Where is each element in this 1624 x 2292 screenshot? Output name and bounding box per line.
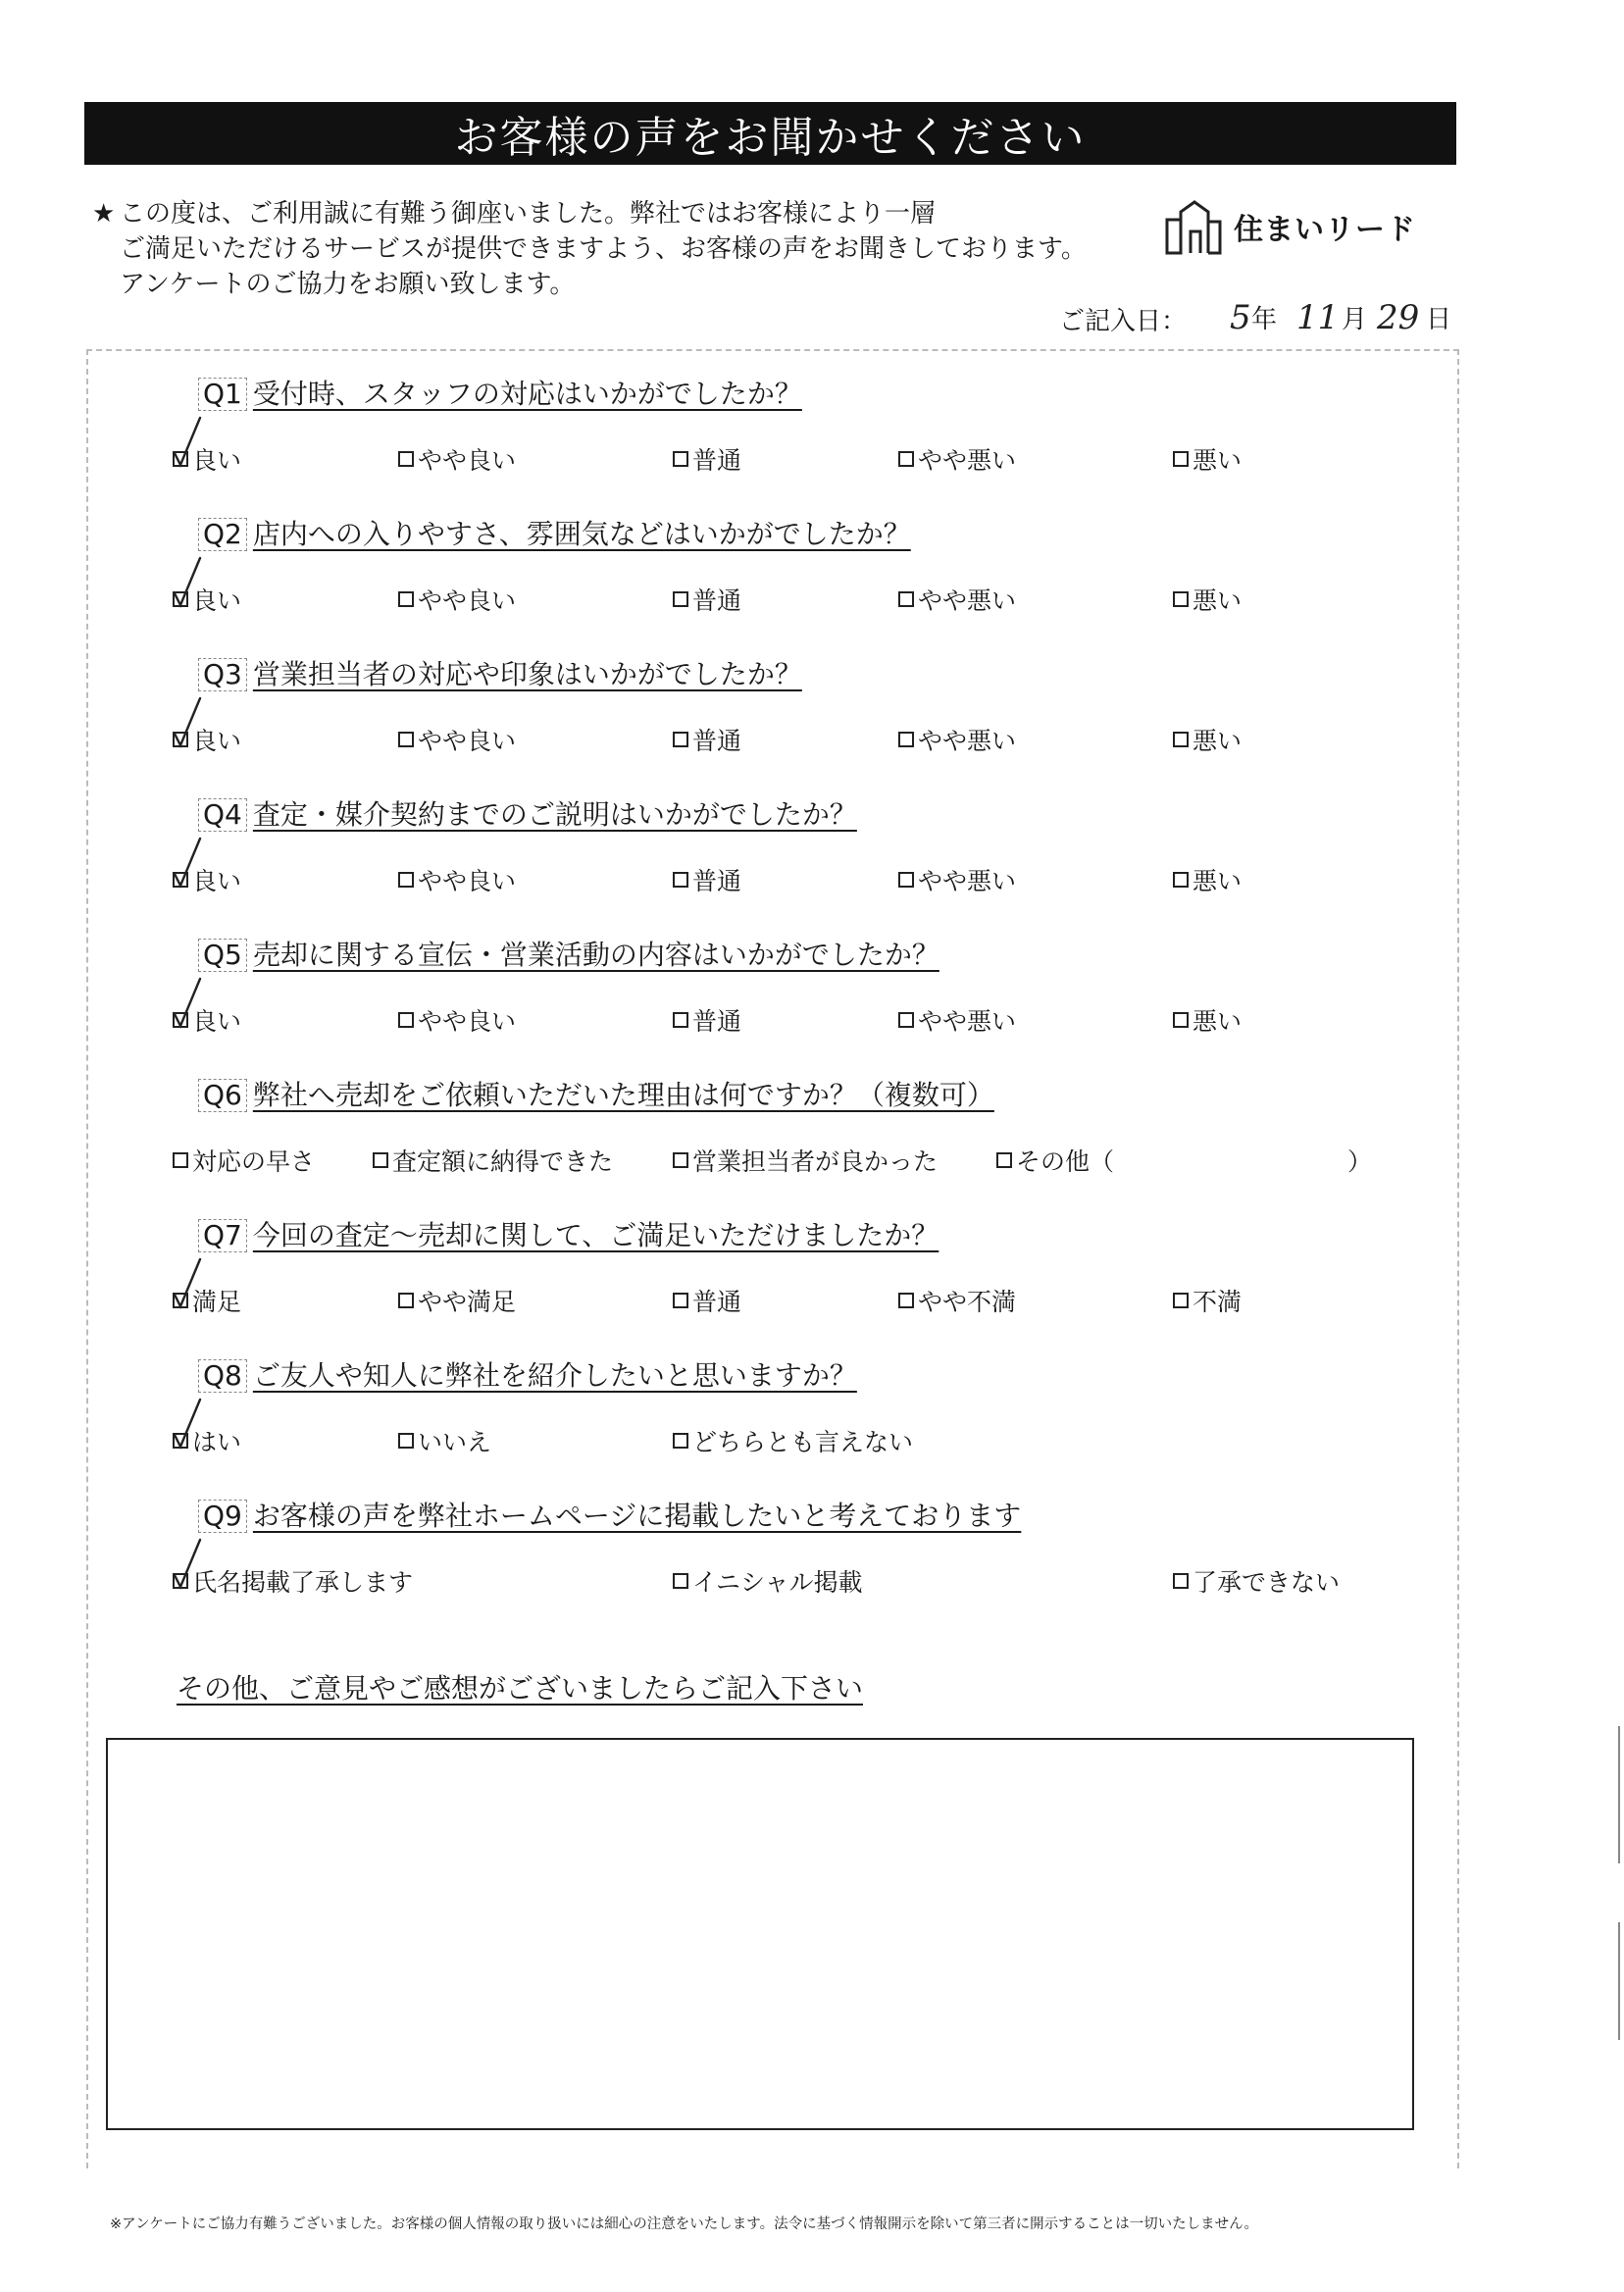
checkbox-square-icon[interactable] [673, 1152, 688, 1168]
answer-option[interactable] [673, 722, 741, 757]
answer-option-label: やや不満 [918, 1288, 1017, 1316]
answer-option[interactable] [398, 1423, 491, 1458]
answer-option[interactable] [398, 1002, 516, 1038]
checkbox-square-icon[interactable] [173, 1012, 188, 1028]
checkbox-square-icon[interactable] [173, 1573, 188, 1589]
checkbox-square-icon[interactable] [1173, 451, 1189, 467]
answer-option[interactable] [898, 441, 1016, 477]
scan-edge-mark [1618, 1726, 1620, 1863]
answer-option-label: 営業担当者が良かった [692, 1147, 939, 1176]
date-day-unit: 日 [1426, 305, 1452, 334]
answer-option-label: 良い [192, 586, 242, 615]
answer-option-label: はい [192, 1428, 242, 1456]
checkbox-square-icon[interactable] [898, 872, 914, 888]
answer-option-label: やや良い [418, 867, 517, 895]
answer-option[interactable] [1173, 1283, 1242, 1318]
answer-option-label: 悪い [1193, 1007, 1243, 1036]
question-text: 弊社へ売却をご依頼いただいた理由は何ですか？（複数可） [252, 1079, 994, 1111]
answer-option[interactable] [1173, 862, 1242, 897]
company-name: 住まいリード [1234, 213, 1416, 247]
answer-option-label: 普通 [692, 586, 742, 615]
checkbox-square-icon[interactable] [898, 1293, 914, 1308]
answer-option[interactable] [673, 1283, 741, 1318]
date-year-unit: 年 [1251, 305, 1278, 334]
answer-option[interactable] [398, 722, 516, 757]
answer-option-label: 悪い [1193, 586, 1243, 615]
checkbox-square-icon[interactable] [898, 1012, 914, 1028]
star-icon: ★ [92, 199, 116, 229]
answer-option[interactable] [1173, 441, 1242, 477]
answer-option[interactable] [173, 1563, 413, 1599]
answer-option-label: 査定額に納得できた [392, 1147, 614, 1176]
intro-line-2: ご満足いただけるサービスが提供できますよう、お客様の声をお聞きしております。 [120, 234, 1087, 264]
answer-option[interactable] [398, 862, 516, 897]
question-number: Q8 [198, 1359, 247, 1393]
answer-options [88, 1002, 1457, 1042]
answer-option-label: 良い [192, 867, 242, 895]
answer-option[interactable] [1173, 582, 1242, 617]
checkbox-square-icon[interactable] [898, 451, 914, 467]
answer-option[interactable] [398, 1283, 516, 1318]
answer-option[interactable] [673, 1563, 863, 1599]
entry-date-label: ご記入日： [1059, 307, 1188, 336]
scan-edge-mark [1618, 1922, 1620, 2040]
question-text: 営業担当者の対応や印象はいかがでしたか？ [252, 658, 802, 690]
checkbox-square-icon[interactable] [1173, 1293, 1189, 1308]
date-month-value: 11 [1296, 298, 1340, 337]
answer-option-label: 普通 [692, 727, 742, 755]
question-title [198, 1495, 1021, 1534]
checkbox-square-icon[interactable] [1173, 591, 1189, 607]
answer-option[interactable] [673, 1143, 938, 1178]
answer-option[interactable] [173, 441, 241, 477]
answer-options [88, 1563, 1457, 1603]
answer-options [88, 441, 1457, 481]
question-number: Q1 [198, 378, 247, 411]
question-title [198, 793, 857, 833]
checkbox-square-icon[interactable] [398, 1012, 414, 1028]
answer-option[interactable] [673, 1002, 741, 1038]
checkbox-square-icon[interactable] [898, 591, 914, 607]
other-reason-closing-paren: ） [1347, 1147, 1373, 1176]
question-text: 今回の査定～売却に関して、ご満足いただけましたか？ [252, 1219, 939, 1251]
answer-option[interactable] [673, 862, 741, 897]
answer-option[interactable] [898, 862, 1016, 897]
answer-option[interactable] [673, 441, 741, 477]
question-number: Q7 [198, 1219, 247, 1252]
checkbox-square-icon[interactable] [898, 732, 914, 747]
checkbox-square-icon[interactable] [398, 872, 414, 888]
checkbox-square-icon[interactable] [673, 1293, 688, 1308]
intro-line-3: アンケートのご協力をお願い致します。 [120, 270, 576, 299]
answer-option-label: 悪い [1193, 446, 1243, 475]
answer-options [88, 862, 1457, 901]
question-text: お客様の声を弊社ホームページに掲載したいと考えております [252, 1500, 1022, 1532]
checkbox-square-icon[interactable] [673, 872, 688, 888]
answer-option[interactable] [673, 582, 741, 617]
answer-option[interactable] [373, 1143, 613, 1178]
checkbox-square-icon[interactable] [673, 732, 688, 747]
checkbox-square-icon[interactable] [398, 591, 414, 607]
question-number: Q4 [198, 798, 247, 832]
question-number: Q9 [198, 1500, 247, 1533]
entry-date[interactable] [1059, 298, 1456, 337]
house-outline-icon [1165, 198, 1222, 255]
answer-option-label: どちらとも言えない [692, 1428, 914, 1456]
checkbox-square-icon[interactable] [373, 1152, 388, 1168]
answer-option-label: 氏名掲載了承します [192, 1568, 414, 1597]
checkbox-square-icon[interactable] [996, 1152, 1012, 1168]
answer-option-label: やや悪い [918, 446, 1017, 475]
comments-textarea[interactable] [106, 1738, 1414, 2130]
answer-option-label: いいえ [418, 1428, 492, 1456]
answer-option[interactable] [996, 1143, 1114, 1178]
checkbox-square-icon[interactable] [673, 591, 688, 607]
date-day-value: 29 [1377, 298, 1420, 337]
answer-option[interactable] [173, 862, 241, 897]
checkbox-square-icon[interactable] [173, 872, 188, 888]
checkbox-square-icon[interactable] [398, 732, 414, 747]
question-title [198, 373, 802, 412]
answer-option[interactable] [173, 582, 241, 617]
answer-option-label: 悪い [1193, 867, 1243, 895]
answer-option-label: やや良い [418, 446, 517, 475]
answer-option-label: やや満足 [418, 1288, 517, 1316]
answer-options [88, 1283, 1457, 1322]
checkbox-square-icon[interactable] [173, 1152, 188, 1168]
answer-option[interactable] [173, 1002, 241, 1038]
answer-option-label: 良い [192, 446, 242, 475]
checkbox-square-icon[interactable] [173, 1293, 188, 1308]
question-text: 売却に関する宣伝・営業活動の内容はいかがでしたか？ [252, 939, 939, 971]
question-title [198, 1354, 857, 1394]
checkbox-square-icon[interactable] [673, 451, 688, 467]
checkbox-square-icon[interactable] [398, 1293, 414, 1308]
checkbox-square-icon[interactable] [173, 1433, 188, 1449]
answer-option[interactable] [898, 722, 1016, 757]
answer-option-label: 了承できない [1193, 1568, 1341, 1597]
answer-option[interactable] [1173, 1563, 1340, 1599]
comments-heading: その他、ご意見やご感想がございましたらご記入下さい [177, 1672, 864, 1705]
answer-option-label: 普通 [692, 446, 742, 475]
answer-option-label: 普通 [692, 1288, 742, 1316]
answer-options [88, 722, 1457, 761]
answer-option-label: その他（ [1016, 1147, 1115, 1176]
answer-option-label: 良い [192, 1007, 242, 1036]
answer-option-label: やや良い [418, 1007, 517, 1036]
answer-option[interactable] [673, 1423, 913, 1458]
answer-option[interactable] [1173, 722, 1242, 757]
checkbox-square-icon[interactable] [1173, 732, 1189, 747]
checkbox-square-icon[interactable] [673, 1012, 688, 1028]
privacy-footer-note: ※アンケートにご協力有難うございました。お客様の個人情報の取り扱いには細心の注意をいたします。法令に基づく情報開示を除いて第三者に開示することは一切いたしません。 [110, 2216, 1258, 2232]
answer-option-label: やや悪い [918, 1007, 1017, 1036]
answer-option[interactable] [173, 722, 241, 757]
question-title [198, 513, 911, 552]
company-logo [1165, 196, 1416, 257]
answer-options [88, 1143, 1457, 1182]
answer-option-label: やや悪い [918, 727, 1017, 755]
question-number: Q2 [198, 518, 247, 551]
answer-option[interactable] [898, 582, 1016, 617]
intro-text [92, 196, 1171, 302]
answer-options [88, 1423, 1457, 1462]
answer-option-label: 普通 [692, 1007, 742, 1036]
answer-option[interactable] [173, 1143, 315, 1178]
answer-option-label: やや悪い [918, 586, 1017, 615]
answer-option[interactable] [398, 582, 516, 617]
survey-title: お客様の声をお聞かせください [454, 113, 1087, 163]
question-number: Q5 [198, 939, 247, 972]
checkbox-square-icon[interactable] [398, 1433, 414, 1449]
intro-line-1: ★ この度は、ご利用誠に有難う御座いました。弊社ではお客様により一層 [92, 196, 1171, 231]
answer-option[interactable] [173, 1423, 241, 1458]
answer-option[interactable] [173, 1283, 241, 1318]
answer-option-label: やや悪い [918, 867, 1017, 895]
checkbox-square-icon[interactable] [1173, 1573, 1189, 1589]
answer-option-label: 普通 [692, 867, 742, 895]
answer-option-label: やや良い [418, 586, 517, 615]
checkbox-square-icon[interactable] [1173, 1012, 1189, 1028]
answer-option[interactable] [398, 441, 516, 477]
checkbox-square-icon[interactable] [1173, 872, 1189, 888]
question-title [198, 934, 939, 973]
answer-option-label: やや良い [418, 727, 517, 755]
checkbox-square-icon[interactable] [673, 1573, 688, 1589]
checkbox-square-icon[interactable] [173, 732, 188, 747]
question-text: ご友人や知人に弊社を紹介したいと思いますか？ [252, 1359, 857, 1392]
checkbox-square-icon[interactable] [173, 451, 188, 467]
checkbox-square-icon[interactable] [398, 451, 414, 467]
answer-option-label: 悪い [1193, 727, 1243, 755]
question-text: 店内への入りやすさ、雰囲気などはいかがでしたか？ [252, 518, 911, 550]
checkbox-square-icon[interactable] [173, 591, 188, 607]
question-number: Q3 [198, 658, 247, 691]
answer-option-label: イニシャル掲載 [692, 1568, 863, 1597]
answer-option-label: 対応の早さ [192, 1147, 316, 1176]
question-text: 受付時、スタッフの対応はいかがでしたか？ [252, 378, 802, 410]
survey-title-banner [84, 102, 1456, 165]
date-month-unit: 月 [1342, 305, 1368, 334]
answer-option-label: 満足 [192, 1288, 242, 1316]
answer-option[interactable] [898, 1002, 1016, 1038]
answer-option-label: 不満 [1193, 1288, 1243, 1316]
entry-date-field[interactable] [1187, 300, 1456, 337]
answer-option-label: 良い [192, 727, 242, 755]
date-year-value: 5 [1230, 298, 1251, 337]
question-title [198, 653, 802, 692]
question-number: Q6 [198, 1079, 247, 1112]
answer-options [88, 582, 1457, 621]
answer-option[interactable] [1173, 1002, 1242, 1038]
answer-option[interactable] [898, 1283, 1016, 1318]
question-text: 査定・媒介契約までのご説明はいかがでしたか？ [252, 798, 857, 831]
question-title [198, 1214, 939, 1253]
question-title [198, 1074, 994, 1113]
checkbox-square-icon[interactable] [673, 1433, 688, 1449]
